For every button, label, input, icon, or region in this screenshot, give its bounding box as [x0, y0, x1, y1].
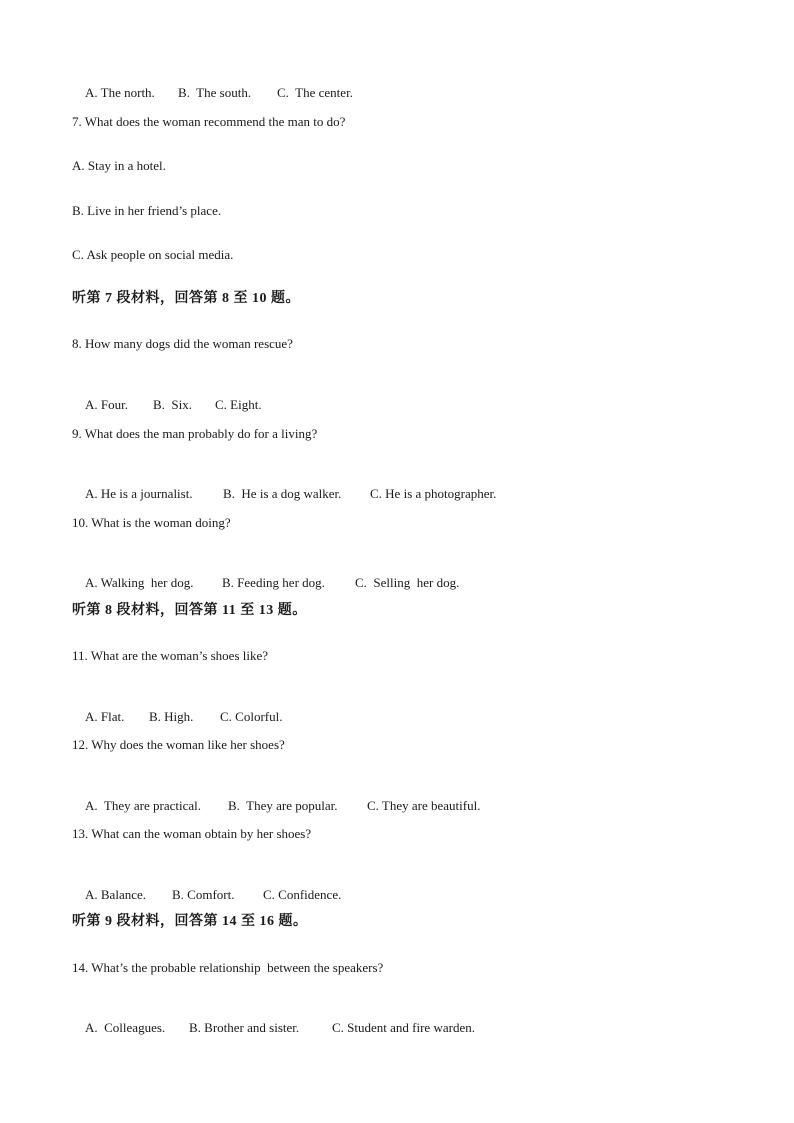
option-a: A. Walking her dog. — [85, 575, 194, 590]
option-row-q13 — [72, 871, 341, 919]
option-c: C. Selling her dog. — [355, 575, 460, 590]
option-a: A. Colleagues. — [85, 1020, 166, 1035]
option-7c: C. Ask people on social media. — [72, 247, 234, 262]
option-row-q14 — [72, 1004, 475, 1052]
option-b: B. High. — [149, 709, 194, 724]
question-10: 10. What is the woman doing? — [72, 515, 231, 530]
option-7b: B. Live in her friend’s place. — [72, 203, 222, 218]
option-b: B. Feeding her dog. — [222, 575, 325, 590]
option-a: A. Balance. — [85, 887, 147, 902]
option-row-q8 — [72, 381, 262, 429]
question-11: 11. What are the woman’s shoes like? — [72, 648, 269, 663]
question-7: 7. What does the woman recommend the man to do? — [72, 114, 346, 129]
option-a: A. The north. — [85, 85, 155, 100]
question-12: 12. Why does the woman like her shoes? — [72, 737, 285, 752]
option-c: C. Colorful. — [220, 709, 283, 724]
question-8: 8. How many dogs did the woman rescue? — [72, 336, 293, 351]
section-heading-8: 听第 8 段材料，回答第 11 至 13 题。 — [72, 603, 307, 618]
option-row-q6 — [72, 69, 353, 117]
option-a: A. Four. — [85, 397, 128, 412]
option-row-q12 — [72, 782, 480, 830]
option-a: A. He is a journalist. — [85, 486, 193, 501]
option-c: C. They are beautiful. — [367, 798, 481, 813]
option-row-q10 — [72, 559, 459, 607]
option-b: B. Comfort. — [172, 887, 235, 902]
option-b: B. They are popular. — [228, 798, 338, 813]
option-c: C. Confidence. — [263, 887, 342, 902]
question-9: 9. What does the man probably do for a living? — [72, 426, 318, 441]
option-a: A. They are practical. — [85, 798, 201, 813]
section-heading-7: 听第 7 段材料，回答第 8 至 10 题。 — [72, 291, 300, 306]
option-b: B. The south. — [178, 85, 252, 100]
option-a: A. Flat. — [85, 709, 125, 724]
option-row-q11 — [72, 693, 282, 741]
question-14: 14. What’s the probable relationship between the speakers? — [72, 960, 384, 975]
option-c: C. The center. — [277, 85, 353, 100]
option-c: C. Eight. — [215, 397, 262, 412]
option-b: B. Six. — [153, 397, 193, 412]
option-b: B. Brother and sister. — [189, 1020, 300, 1035]
question-13: 13. What can the woman obtain by her shoes? — [72, 826, 312, 841]
option-c: C. He is a photographer. — [370, 486, 497, 501]
option-c: C. Student and fire warden. — [332, 1020, 475, 1035]
option-row-q9 — [72, 470, 496, 518]
option-7a: A. Stay in a hotel. — [72, 158, 166, 173]
section-heading-9: 听第 9 段材料，回答第 14 至 16 题。 — [72, 914, 308, 929]
option-b: B. He is a dog walker. — [223, 486, 342, 501]
